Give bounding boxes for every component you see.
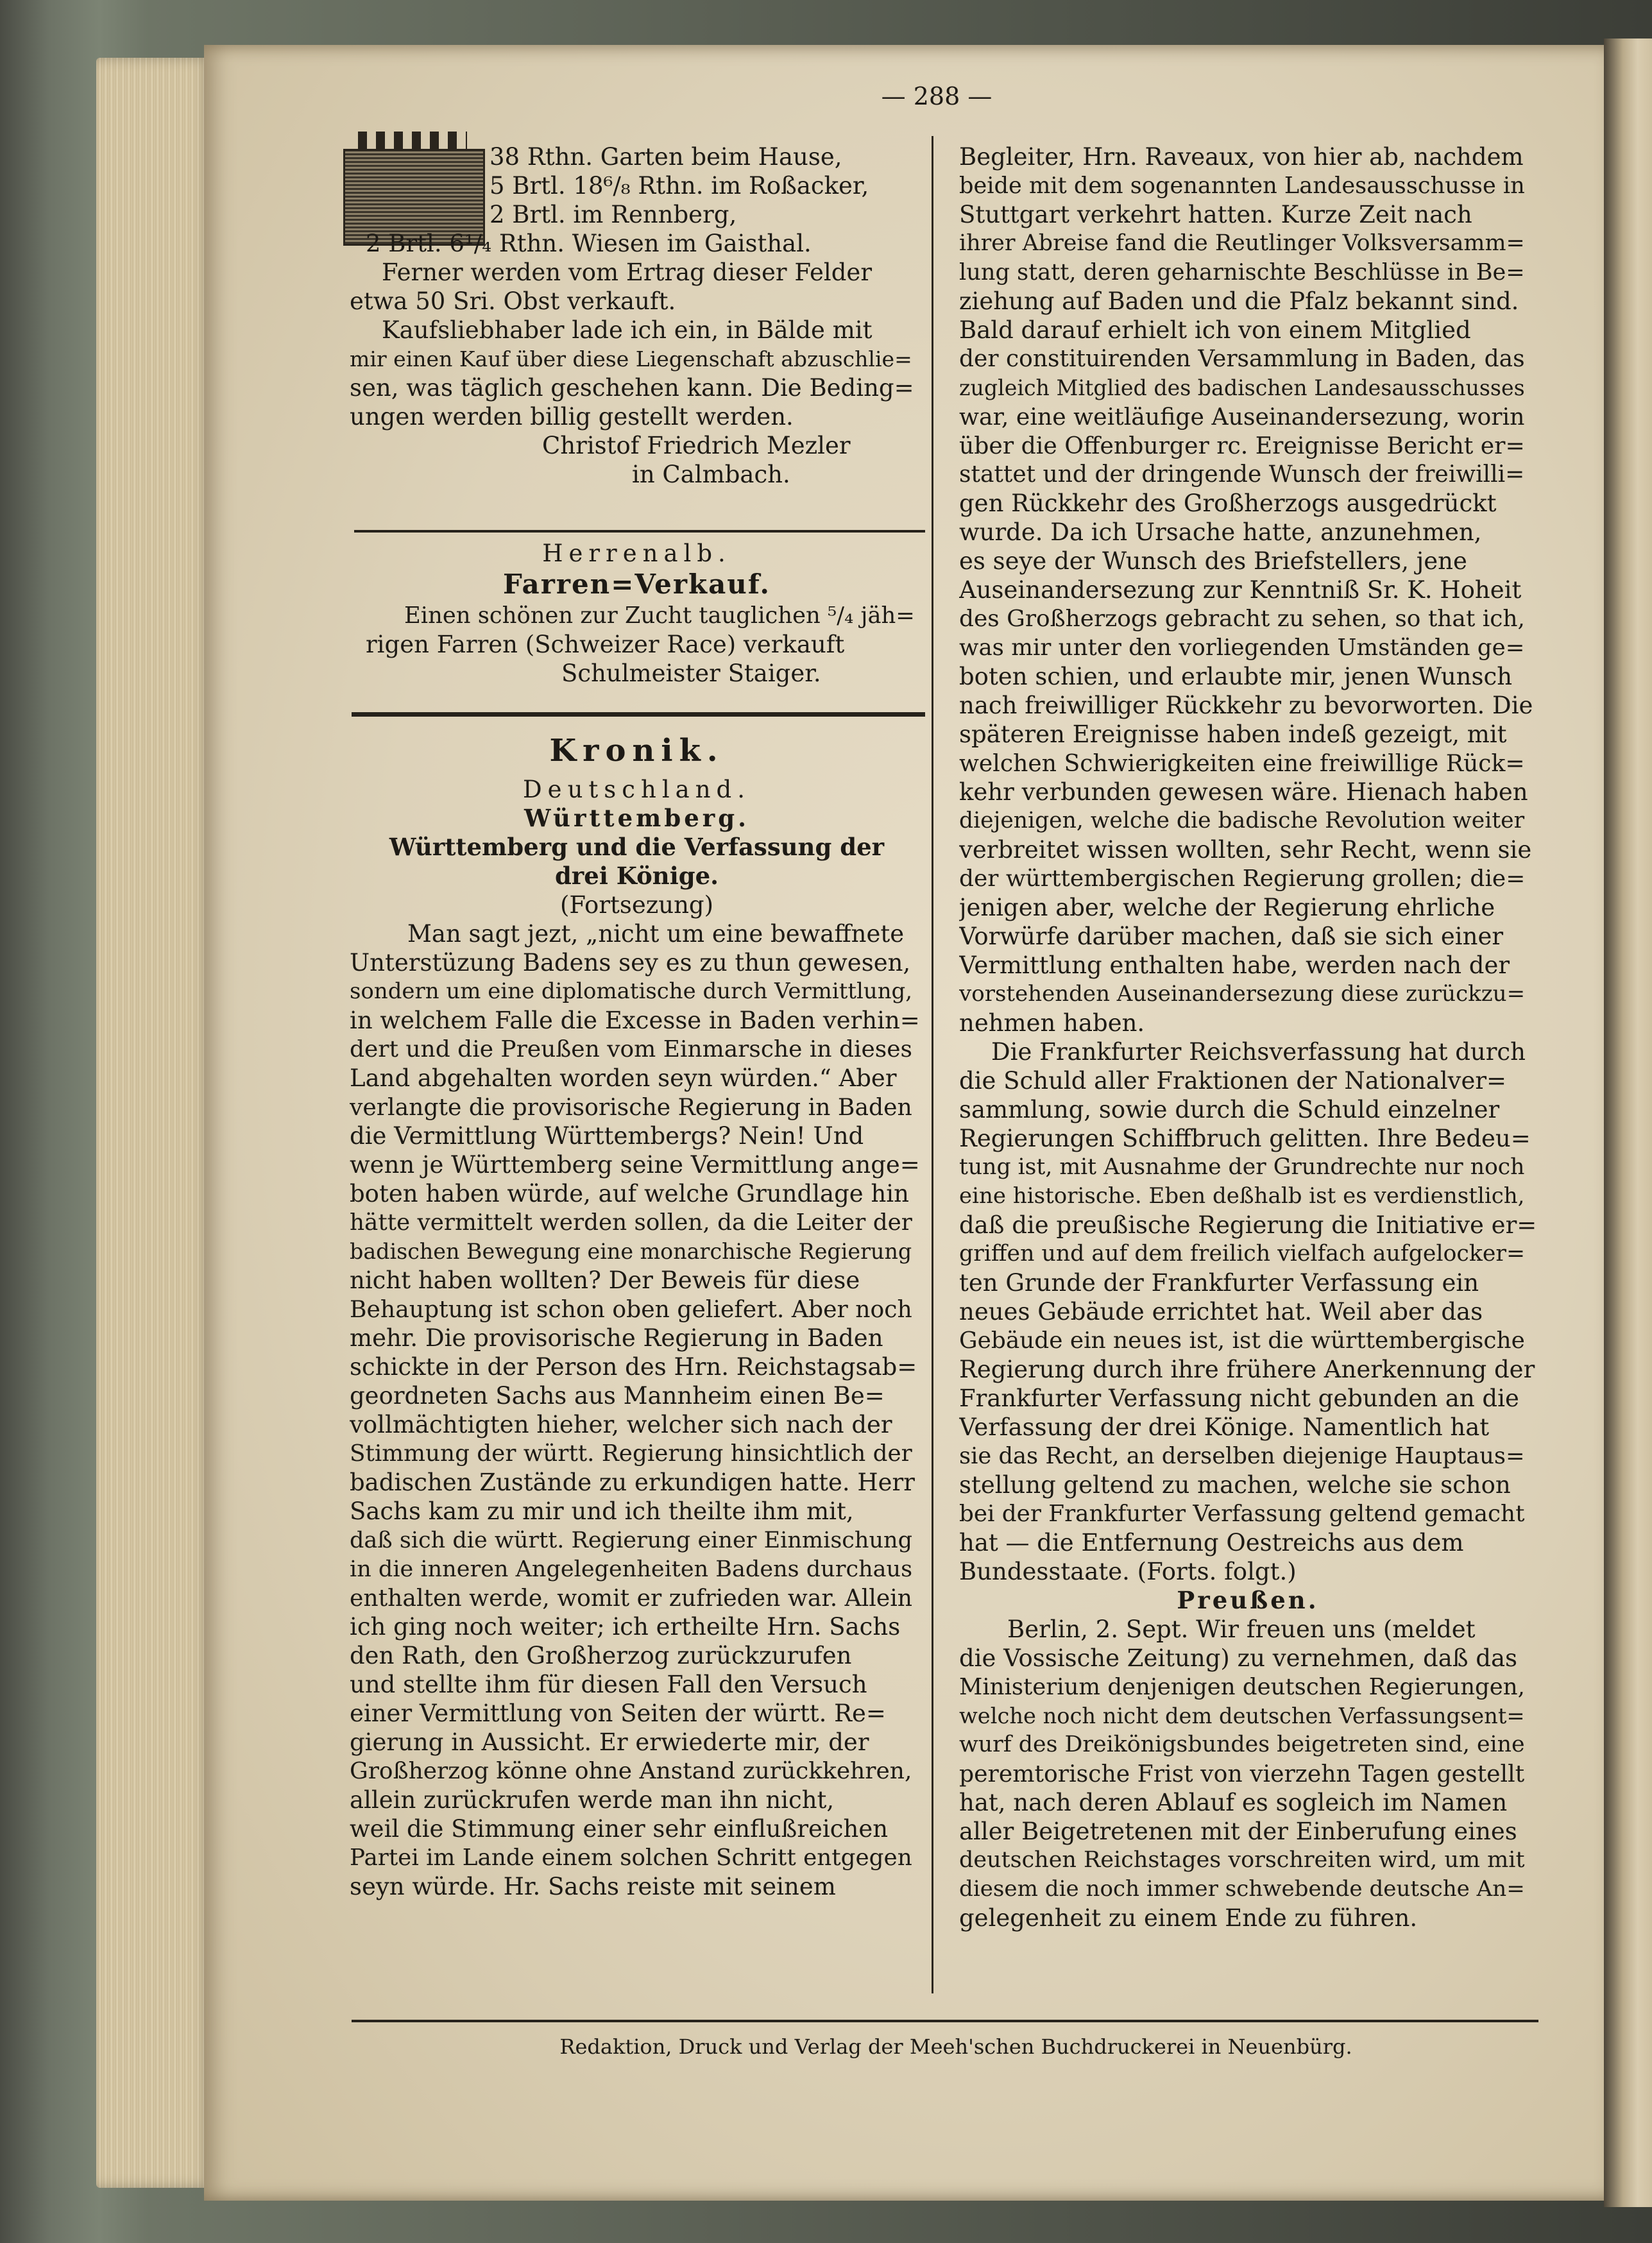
- body-line: griffen und auf dem freilich vielfach aufgelocker=: [959, 1241, 1526, 1266]
- body-line: sie das Recht, an derselben diejenige Hauptaus=: [959, 1443, 1525, 1469]
- body-line: Vorwürfe darüber machen, daß sie sich einer: [959, 923, 1504, 950]
- body-line: badischen Zustände zu erkundigen hatte. Herr: [350, 1469, 915, 1496]
- body-line: neues Gebäude errichtet hat. Weil aber das: [959, 1298, 1483, 1326]
- body-line: stellung geltend zu machen, welche sie schon: [959, 1471, 1511, 1499]
- ad-headline: Farren=Verkauf.: [502, 568, 771, 600]
- body-line: welchen Schwierigkeiten eine freiwillige Rück=: [959, 749, 1525, 777]
- ad-line: Ferner werden vom Ertrag dieser Felder: [382, 259, 873, 286]
- body-line: sondern um eine diplomatische durch Vermittlung,: [350, 978, 913, 1004]
- body-line: es seye der Wunsch des Briefstellers, jene: [959, 547, 1467, 575]
- body-line: einer Vermittlung von Seiten der württ. Re=: [350, 1700, 886, 1727]
- body-line: jenigen aber, welche der Regierung ehrliche: [959, 894, 1495, 921]
- body-line: daß die preußische Regierung die Initiative er=: [959, 1211, 1537, 1239]
- imprint-footer: Redaktion, Druck und Verlag der Meeh'schen Buchdruckerei in Neuenbürg.: [559, 2034, 1352, 2059]
- body-line: des Großherzogs gebracht zu sehen, so that ich,: [959, 606, 1525, 632]
- body-line: eine historische. Eben deßhalb ist es verdienstlich,: [959, 1183, 1525, 1209]
- ad-signature-place: in Calmbach.: [632, 461, 790, 488]
- body-line: hat — die Entfernung Oestreichs aus dem: [959, 1529, 1464, 1556]
- body-line: sammlung, sowie durch die Schuld einzelner: [959, 1096, 1500, 1123]
- body-line: Man sagt jezt, „nicht um eine bewaffnete: [407, 920, 905, 948]
- ad-line: Einen schönen zur Zucht tauglichen ⁵/₄ jäh=: [404, 602, 915, 629]
- body-line: Die Frankfurter Reichsverfassung hat durch: [991, 1038, 1526, 1066]
- body-line: wurde. Da ich Ursache hatte, anzunehmen,: [959, 518, 1482, 546]
- body-line: Frankfurter Verfassung nicht gebunden an die: [959, 1385, 1519, 1412]
- body-line: boten schien, und erlaubte mir, jenen Wunsch: [959, 663, 1513, 690]
- body-line: vorstehenden Auseinandersezung diese zurückzu=: [959, 981, 1526, 1007]
- body-line: was mir unter den vorliegenden Umständen ge=: [959, 635, 1525, 661]
- body-line: seyn würde. Hr. Sachs reiste mit seinem: [350, 1873, 836, 1900]
- body-line: beide mit dem sogenannten Landesausschusse in: [959, 173, 1525, 199]
- body-line: nehmen haben.: [959, 1009, 1145, 1037]
- body-line: Bundesstaate. (Forts. folgt.): [959, 1558, 1297, 1585]
- ad-line: 2 Brtl. 6¹/₄ Rthn. Wiesen im Gaisthal.: [366, 230, 812, 257]
- body-line: schickte in der Person des Hrn. Reichstagsab=: [350, 1353, 917, 1381]
- body-line: aller Beigetretenen mit der Einberufung eines: [959, 1818, 1517, 1845]
- body-line: und stellte ihm für diesen Fall den Versuch: [350, 1671, 867, 1698]
- body-line: den Rath, den Großherzog zurückzurufen: [350, 1642, 852, 1669]
- body-line: kehr verbunden gewesen wäre. Hienach haben: [959, 778, 1528, 806]
- left-column-ad2: [350, 539, 924, 688]
- body-line: Regierungen Schiffbruch gelitten. Ihre Bedeu=: [959, 1125, 1531, 1152]
- body-line: nach freiwilliger Rückkehr zu bevorworten. Die: [959, 692, 1533, 719]
- body-line: Behauptung ist schon oben geliefert. Aber noch: [350, 1295, 912, 1323]
- state-heading: Württemberg.: [524, 804, 749, 832]
- body-line: in die inneren Angelegenheiten Badens durchaus: [350, 1556, 913, 1582]
- body-line: späteren Ereignisse haben indeß gezeigt, mit: [959, 721, 1507, 748]
- page-number: — 288 —: [881, 82, 992, 110]
- body-line: der constituirenden Versammlung in Baden, das: [959, 346, 1525, 372]
- divider: [354, 530, 925, 533]
- article-body: [350, 919, 924, 1901]
- body-line: geordneten Sachs aus Mannheim einen Be=: [350, 1382, 885, 1410]
- ad-line: Kaufsliebhaber lade ich ein, in Bälde mit: [382, 316, 873, 344]
- ad-signature: Schulmeister Staiger.: [561, 660, 821, 687]
- body-line: Bald darauf erhielt ich von einem Mitglied: [959, 316, 1471, 344]
- body-line: war, eine weitläufige Auseinandersezung, worin: [959, 403, 1525, 431]
- body-line: vollmächtigten hieher, welcher sich nach der: [350, 1411, 892, 1438]
- body-line: ihrer Abreise fand die Reutlinger Volksversamm=: [959, 230, 1525, 256]
- book-page-edges: [96, 58, 212, 2188]
- body-line: Sachs kam zu mir und ich theilte ihm mit,: [350, 1497, 854, 1525]
- ad-line: sen, was täglich geschehen kann. Die Beding=: [350, 374, 914, 402]
- body-line: Gebäude ein neues ist, ist die württembergische: [959, 1327, 1525, 1354]
- body-line: bei der Frankfurter Verfassung geltend gemacht: [959, 1501, 1525, 1527]
- body-line: hätte vermittelt werden sollen, da die Leiter der: [350, 1209, 912, 1236]
- body-line: Stuttgart verkehrt hatten. Kurze Zeit nach: [959, 201, 1472, 228]
- book-gutter: [1604, 38, 1652, 2207]
- country-heading: Deutschland.: [523, 776, 751, 803]
- body-line: Vermittlung enthalten habe, werden nach der: [959, 951, 1510, 979]
- body-line: dert und die Preußen vom Einmarsche in dieses: [350, 1036, 912, 1062]
- body-line: gelegenheit zu einem Ende zu führen.: [959, 1904, 1418, 1932]
- ad-line: rigen Farren (Schweizer Race) verkauft: [366, 631, 845, 658]
- ad-signature-name: Christof Friedrich Mezler: [542, 432, 851, 459]
- body-line: Regierung durch ihre frühere Anerkennung der: [959, 1356, 1535, 1383]
- body-line: ziehung auf Baden und die Pfalz bekannt sind.: [959, 287, 1519, 315]
- body-line: enthalten werde, womit er zufrieden war. Allein: [350, 1584, 913, 1612]
- body-line: allein zurückrufen werde man ihn nicht,: [350, 1786, 835, 1814]
- body-line: weil die Stimmung einer sehr einflußreichen: [350, 1815, 889, 1843]
- ad-line: 2 Brtl. im Rennberg,: [490, 201, 737, 228]
- left-column-article: [350, 730, 924, 1901]
- ad-line: etwa 50 Sri. Obst verkauft.: [350, 287, 676, 315]
- ad-line: ungen werden billig gestellt werden.: [350, 403, 794, 431]
- ad-line: 5 Brtl. 18⁶/₈ Rthn. im Roßacker,: [490, 172, 869, 200]
- body-line: Partei im Lande einem solchen Schritt entgegen: [350, 1845, 912, 1871]
- body-line: Stimmung der württ. Regierung hinsichtlich der: [350, 1440, 912, 1467]
- continuation-note: (Fortsezung): [559, 891, 714, 919]
- ad-line: mir einen Kauf über diese Liegenschaft abzuschlie=: [350, 346, 912, 371]
- body-line: über die Offenburger rc. Ereignisse Bericht er=: [959, 432, 1525, 459]
- body-line: peremtorische Frist von vierzehn Tagen gestellt: [959, 1760, 1525, 1787]
- body-line: welche noch nicht dem deutschen Verfassungsent=: [959, 1703, 1525, 1728]
- footer-divider: [352, 2020, 1538, 2022]
- body-line: tung ist, mit Ausnahme der Grundrechte nur noch: [959, 1154, 1525, 1180]
- body-line: die Schuld aller Fraktionen der Nationalver=: [959, 1067, 1507, 1095]
- body-line: wenn je Württemberg seine Vermittlung ange=: [350, 1151, 920, 1179]
- body-line: Berlin, 2. Sept. Wir freuen uns (meldet: [1007, 1616, 1476, 1643]
- body-line: Ministerium denjenigen deutschen Regierungen,: [959, 1674, 1525, 1700]
- body-line: lung statt, deren geharnischte Beschlüsse in Be=: [959, 259, 1525, 286]
- body-line: zugleich Mitglied des badischen Landesausschusses: [959, 375, 1525, 400]
- ad-line: 38 Rthn. Garten beim Hause,: [490, 143, 842, 171]
- body-line: ten Grunde der Frankfurter Verfassung ein: [959, 1269, 1479, 1297]
- body-line: Land abgehalten worden seyn würden.“ Aber: [350, 1064, 897, 1092]
- body-line: verbreitet wissen wollten, sehr Recht, wenn sie: [959, 836, 1532, 864]
- body-line: daß sich die württ. Regierung einer Einmischung: [350, 1527, 913, 1553]
- body-line: die Vossische Zeitung) zu vernehmen, daß das: [959, 1644, 1518, 1672]
- body-line: diejenigen, welche die badische Revolution weiter: [959, 808, 1525, 833]
- body-line: stattet und der dringende Wunsch der freiwilli=: [959, 461, 1525, 488]
- body-line: Verfassung der drei Könige. Namentlich hat: [959, 1413, 1490, 1441]
- article-title: Württemberg und die Verfassung der: [389, 833, 885, 861]
- section-heading-prussia: Preußen.: [1177, 1586, 1319, 1614]
- article-title: drei Könige.: [554, 862, 719, 890]
- body-line: gen Rückkehr des Großherzogs ausgedrückt: [959, 490, 1497, 517]
- body-line: badischen Bewegung eine monarchische Regierung: [350, 1239, 912, 1264]
- body-line: in welchem Falle die Excesse in Baden verhin=: [350, 1007, 920, 1034]
- column-divider: [932, 136, 933, 1993]
- body-line: nicht haben wollten? Der Beweis für diese: [350, 1266, 860, 1294]
- body-line: der württembergischen Regierung grollen; die=: [959, 866, 1526, 892]
- body-line: ich ging noch weiter; ich ertheilte Hrn. Sachs: [350, 1613, 901, 1641]
- body-line: mehr. Die provisorische Regierung in Baden: [350, 1324, 883, 1352]
- body-line: verlangte die provisorische Regierung in Baden: [350, 1093, 912, 1121]
- body-line: Großherzog könne ohne Anstand zurückkehren,: [350, 1758, 912, 1784]
- body-line: gierung in Aussicht. Er erwiederte mir, der: [350, 1728, 869, 1756]
- body-line: Auseinandersezung zur Kenntniß Sr. K. Hoheit: [959, 576, 1522, 604]
- section-title: Kronik.: [549, 733, 724, 769]
- place-heading: Herrenalb.: [542, 540, 731, 567]
- right-column: [959, 142, 1537, 1932]
- thick-divider: [352, 712, 925, 717]
- body-line: boten haben würde, auf welche Grundlage hin: [350, 1180, 909, 1207]
- body-line: wurf des Dreikönigsbundes beigetreten sind, eine: [959, 1732, 1525, 1757]
- body-line: die Vermittlung Württembergs? Nein! Und: [350, 1122, 864, 1150]
- body-line: deutschen Reichstages vorschreiten wird, um mit: [959, 1847, 1525, 1873]
- body-line: diesem die noch immer schwebende deutsche An=: [959, 1876, 1525, 1902]
- body-line: hat, nach deren Ablauf es sogleich im Namen: [959, 1789, 1508, 1816]
- body-line: Begleiter, Hrn. Raveaux, von hier ab, nachdem: [959, 143, 1524, 171]
- left-column: [350, 142, 924, 489]
- body-line: Unterstüzung Badens sey es zu thun gewesen,: [350, 949, 911, 977]
- ad-text: [350, 142, 924, 431]
